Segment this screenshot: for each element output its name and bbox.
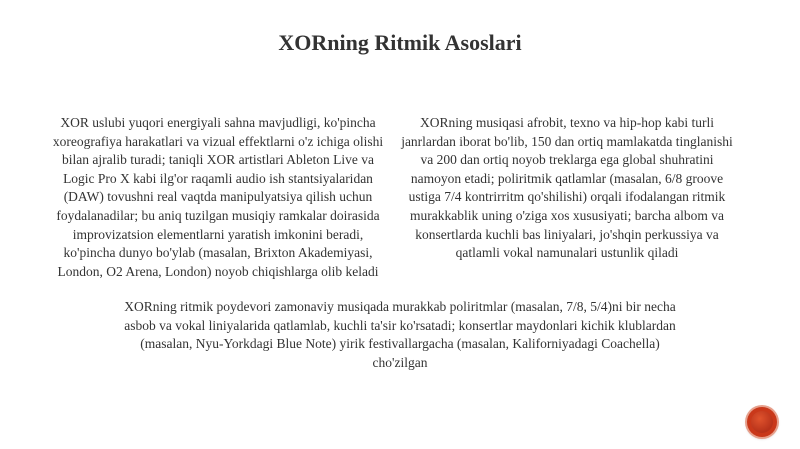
bottom-text-block: XORning ritmik poydevori zamonaviy musiqada murakkab poliritmlar (masalan, 7/8, 5/4)ni bir necha asbob va vokal liniyalarida qatlamlab, kuchli ta'sir ko'rsatadi; konsertlar maydonlari kichik klublardan (masalan, Nyu-Yorkdagi Blue Note) yirik festivallargacha (masalan, Kaliforniyadagi Coachella) cho'zilgan [124, 299, 676, 370]
right-text-column: XORning musiqasi afrobit, texno va hip-hop kabi turli janrlardan iborat bo'lib, 150 dan ortiq mamlakatda tinglanishi va 200 dan ortiq noyob treklarga ega global shuhratini namoyon etadi; poliritmik qatlamlar (masalan, 6/8 groove ustiga 7/4 kontrirritm qo'shilishi) orqali ifodalangan ritmik murakkablik uning o'ziga xos xususiyati; barcha albom va konsertlarda kuchli bas liniyalari, jo'shqin perkussiya va qatlamli vokal namunalari ustunlik qiladi [401, 115, 733, 261]
circle-icon [751, 411, 773, 433]
left-text-column: XOR uslubi yuqori energiyali sahna mavjudligi, ko'pincha xoreografiya harakatlari va vizual effektlarni o'z ichiga olishi bilan ajralib turadi; taniqli XOR artistlari Ableton Live va Logic Pro X kabi ilg'or raqamli audio ish stantsiyalaridan (DAW) tovushni real vaqtda manipulyatsiya qilish uchun foydalanadilar; bu aniq tuzilgan musiqiy ramkalar doirasida improvizatsion elementlarni yaratish imkonini beradi, ko'pincha dunyo bo'ylab (masalan, Brixton Akademiyasi, London, O2 Arena, London) noyob chiqishlarga olib keladi [52, 115, 384, 279]
next-slide-button[interactable] [747, 407, 777, 437]
slide-title: XORning Ritmik Asoslari [278, 30, 522, 55]
